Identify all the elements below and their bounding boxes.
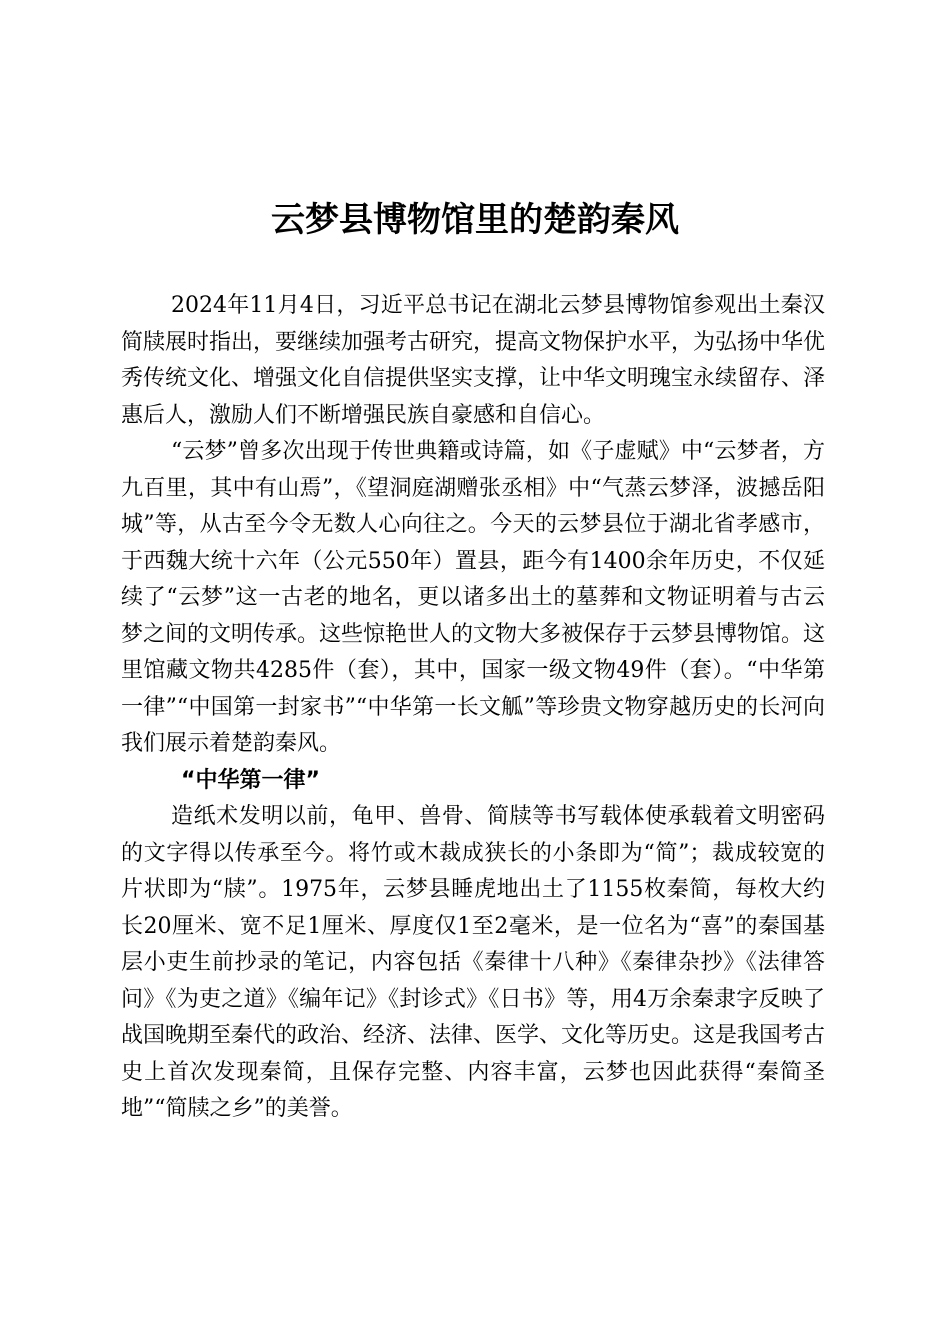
section-heading: “中华第一律” [181,767,320,793]
paragraph-intro: 2024年11月4日，习近平总书记在湖北云梦县博物馆参观出土秦汉简牍展时指出，要继续加强考古研究，提高文物保护水平，为弘扬中华优秀传统文化、增强文化自信提供坚实支撑，让中华文明瑰宝永续留存、泽惠后人，激励人们不断增强民族自豪感和自信心。 [121,293,826,428]
document-title: 云梦县博物馆里的楚韵秦风 [271,200,679,240]
paragraph-qin-slips: 造纸术发明以前，龟甲、兽骨、简牍等书写载体使承载着文明密码的文字得以传承至今。将竹或木裁成狭长的小条即为“简”；裁成较宽的片状即为“牍”。1975年，云梦县睡虎地出土了1155枚秦简，每枚大约长20厘米、宽不足1厘米、厚度仅1至2毫米，是一位名为“喜”的秦国基层小吏生前抄录的笔记，内容包括《秦律十八种》《秦律杂抄》《法律答问》《为吏之道》《编年记》《封诊式》《日书》等，用4万余秦隶字反映了战国晚期至秦代的政治、经济、法律、医学、文化等历史。这是我国考古史上首次发现秦简，且保存完整、内容丰富，云梦也因此获得“秦简圣地”“简牍之乡”的美誉。 [121,804,826,1121]
document-body [121,288,825,1128]
paragraph-yunmeng-history: “云梦”曾多次出现于传世典籍或诗篇，如《子虚赋》中“云梦者，方九百里，其中有山焉”，《望洞庭湖赠张丞相》中“气蒸云梦泽，波撼岳阳城”等，从古至今令无数人心向往之。今天的云梦县位于湖北省孝感市，于西魏大统十六年（公元550年）置县，距今有1400余年历史，不仅延续了“云梦”这一古老的地名，更以诸多出土的墓葬和文物证明着与古云梦之间的文明传承。这些惊艳世人的文物大多被保存于云梦县博物馆。这里馆藏文物共4285件（套），其中，国家一级文物49件（套）。“中华第一律”“中国第一封家书”“中华第一长文觚”等珍贵文物穿越历史的长河向我们展示着楚韵秦风。 [121,439,826,756]
